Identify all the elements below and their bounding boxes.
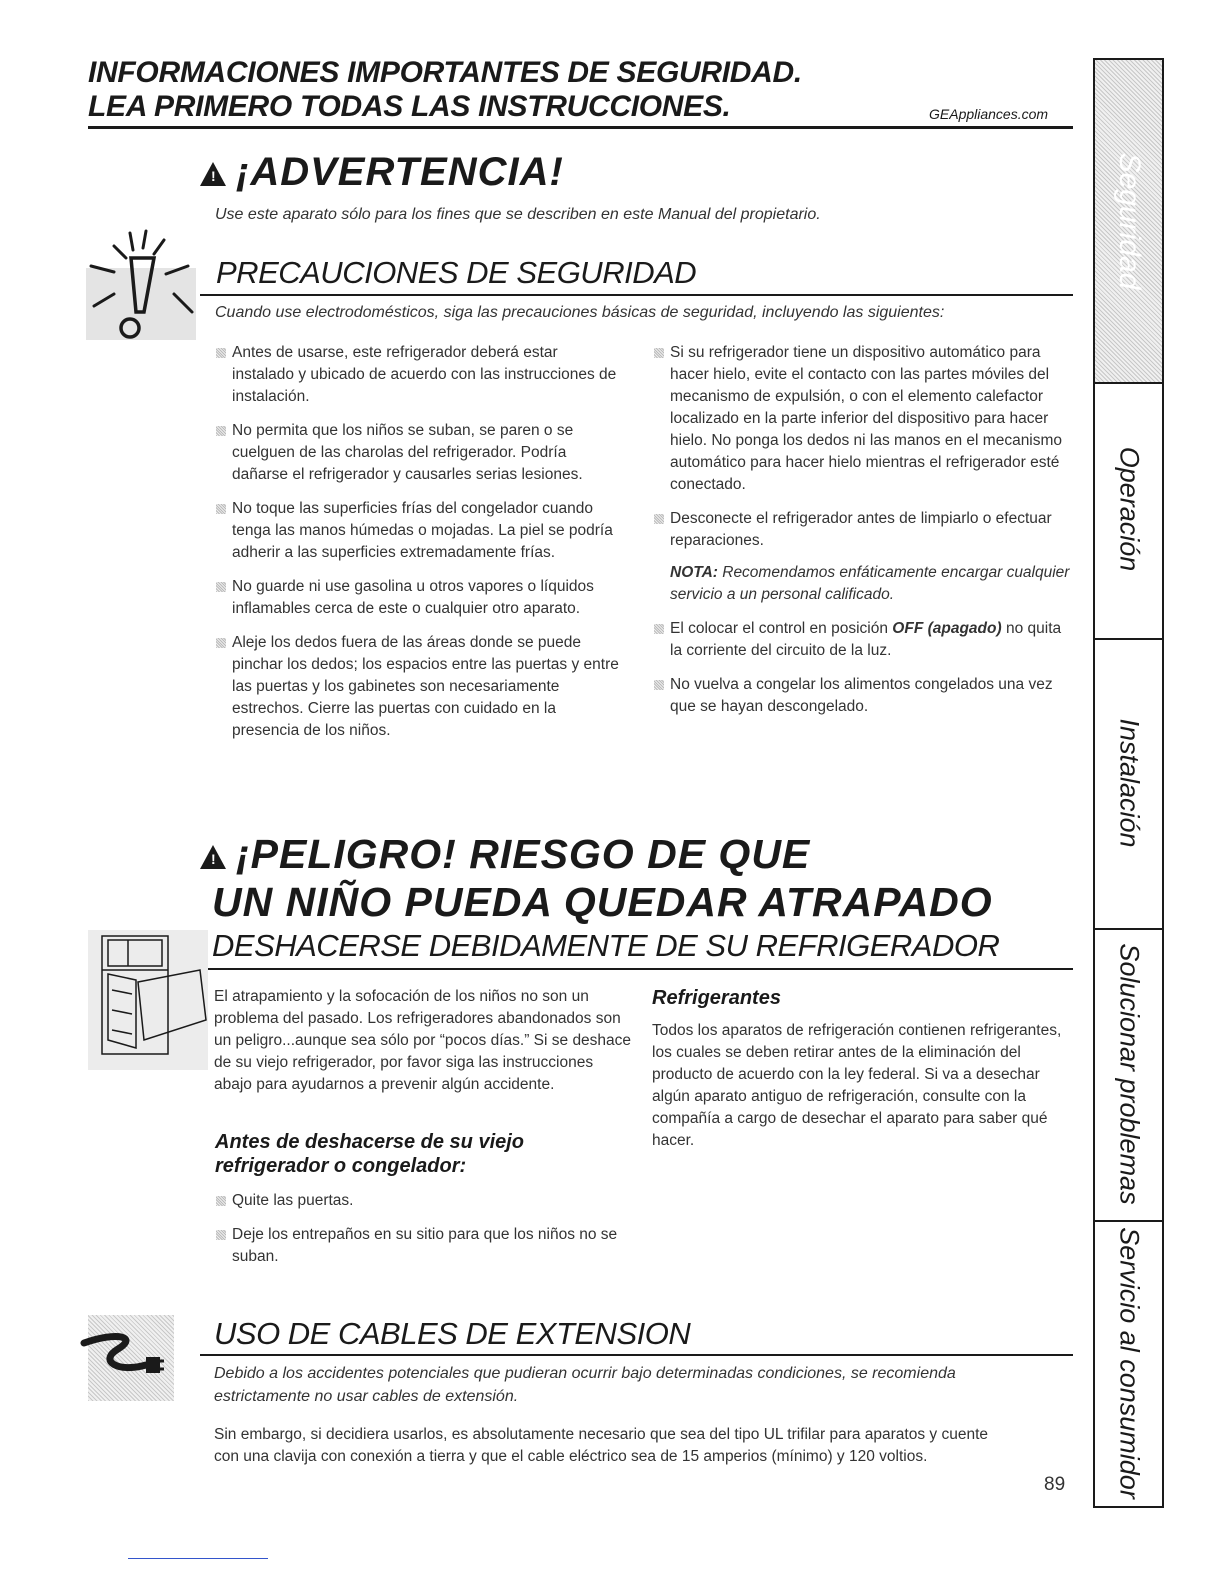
warning-subtitle: Use este aparato sólo para los fines que se describen en este Manual del propietario. [215, 206, 821, 223]
extension-intro: Debido a los accidentes potenciales que pudieran ocurrir bajo determinadas condiciones, se recomienda estrictamente no usar cables de extensión. [214, 1365, 956, 1405]
precautions-left-column [214, 342, 624, 754]
tab-solucionar-problemas[interactable] [1093, 928, 1164, 1222]
tab-label: Operación [1114, 446, 1144, 572]
refrigerants-heading: Refrigerantes [652, 987, 781, 1009]
list-item: Quite las puertas. [214, 1190, 624, 1212]
extension-rule [200, 1354, 1073, 1356]
warning-title: ! ¡ADVERTENCIA! [200, 150, 564, 195]
list-item: No vuelva a congelar los alimentos congelados una vez que se hayan descongelado. [652, 674, 1072, 718]
note-label: NOTA: [670, 564, 718, 581]
page-number: 89 [1044, 1474, 1066, 1495]
danger-intro: El atrapamiento y la sofocación de los niños no son un problema del pasado. Los refrigeradores abandonados son un peligro...aunque sea sólo por “pocos días.” Si se deshace de su viejo refrigerador, por favor siga las instrucciones abajo para ayudarnos a prevenir algún accidente. [214, 988, 632, 1093]
list-item: El colocar el control en posición OFF (apagado) no quita la corriente del circuito de la luz. [652, 618, 1072, 662]
footer-line [128, 1558, 268, 1559]
off-label: OFF (apagado) [892, 620, 1002, 637]
extension-body: Sin embargo, si decidiera usarlos, es absolutamente necesario que sea del tipo UL trifilar para aparatos y cuente con una clavija con conexión a tierra y que el cable eléctrico sea de 15 amperios (mínimo) y 120 voltios. [214, 1426, 989, 1465]
tab-label: Solucionar problemas [1114, 943, 1144, 1205]
tab-label: Servicio al consumidor [1114, 1227, 1144, 1499]
list-item: No toque las superficies frías del congelador cuando tenga las manos húmedas o mojadas. La piel se podría adherir a las superficies extremadamente frías. [214, 498, 624, 564]
tab-operacion[interactable] [1093, 380, 1164, 640]
precautions-title: PRECAUCIONES DE SEGURIDAD [216, 255, 697, 290]
extension-cord-icon [88, 1315, 174, 1401]
danger-subtitle: DESHACERSE DEBIDAMENTE DE SU REFRIGERADOR [212, 928, 1000, 963]
list-item: Antes de usarse, este refrigerador deberá estar instalado y ubicado de acuerdo con las instrucciones de instalación. [214, 342, 624, 408]
warning-triangle-icon: ! [200, 162, 226, 186]
list-item: Deje los entrepaños en su sitio para que los niños no se suban. [214, 1224, 624, 1268]
website-link[interactable]: GEAppliances.com [929, 106, 1049, 122]
precautions-right-column [652, 342, 1072, 730]
before-disposal-heading: Antes de deshacerse de su viejo refrigerador o congelador: [215, 1131, 525, 1177]
danger-title: ! ¡PELIGRO! RIESGO DE QUE UN NIÑO PUEDA QUEDAR ATRAPADO [200, 830, 993, 926]
list-item: No guarde ni use gasolina u otros vapores o líquidos inflamables cerca de este o cualquier otro aparato. [214, 576, 624, 620]
tab-instalacion[interactable] [1093, 638, 1164, 930]
list-item: Desconecte el refrigerador antes de limpiarlo o efectuar reparaciones. [652, 508, 1072, 552]
extension-title: USO DE CABLES DE EXTENSION [214, 1316, 691, 1351]
precautions-intro: Cuando use electrodomésticos, siga las precauciones básicas de seguridad, incluyendo las siguientes: [215, 304, 945, 321]
tab-seguridad[interactable] [1093, 58, 1164, 384]
alert-exclamation-icon [86, 228, 196, 340]
note [652, 562, 1072, 606]
list-item: Aleje los dedos fuera de las áreas donde se puede pinchar los dedos; los espacios entre las puertas y entre las puertas y los gabinetes son necesariamente estrechos. Cierre las puertas con cuidado en la presencia de los niños. [214, 632, 624, 742]
list-item: No permita que los niños se suban, se paren o se cuelguen de las charolas del refrigerador. Podría dañarse el refrigerador y causarles serias lesiones. [214, 420, 624, 486]
header-line-2: LEA PRIMERO TODAS LAS INSTRUCCIONES. [88, 90, 731, 123]
header-line-1: INFORMACIONES IMPORTANTES DE SEGURIDAD. [88, 56, 802, 89]
tab-label: Instalación [1114, 718, 1144, 848]
refrigerator-icon [88, 930, 208, 1070]
header-rule [88, 126, 1073, 129]
warning-triangle-icon: ! [200, 845, 226, 869]
list-item: Si su refrigerador tiene un dispositivo automático para hacer hielo, evite el contacto con las partes móviles del mecanismo de expulsión, o con el elemento calefactor localizado en la parte inferior del dispositivo para hacer hielo. No ponga los dedos ni las manos en el mecanismo automático para hacer hielo mientras el refrigerador esté conectado. [652, 342, 1072, 496]
note-text: Recomendamos enfáticamente encargar cualquier servicio a un personal calificado. [670, 564, 1070, 603]
danger-rule [200, 968, 1073, 970]
tab-label: Seguridad [1112, 152, 1146, 290]
precautions-rule [200, 294, 1073, 296]
before-disposal-list [214, 1190, 624, 1280]
tab-servicio-al-consumidor[interactable] [1093, 1220, 1164, 1508]
refrigerants-text: Todos los aparatos de refrigeración contienen refrigerantes, los cuales se deben retirar antes de la eliminación del producto de acuerdo con la ley federal. Si va a desechar algún aparato antiguo de refrigeración, consulte con la compañía a cargo de desechar el aparato para saber qué hacer. [652, 1022, 1062, 1149]
